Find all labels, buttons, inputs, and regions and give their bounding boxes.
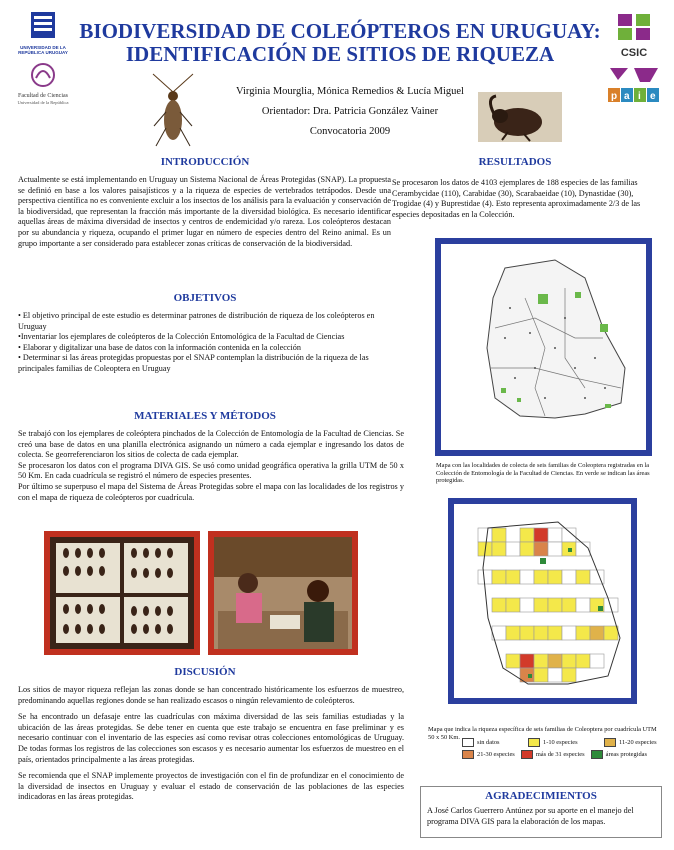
udelar-logo <box>14 10 72 55</box>
ciencias-emblem-icon <box>14 62 72 88</box>
poster-title <box>70 20 610 66</box>
methods-paragraph-2: Se procesaron los datos con el programa DIVA GIS. Se usó como unidad geográfica operativa la grilla UTM de 50 x 50 Km. En cada cuadrícula se registró el número de especies presentes. <box>18 460 404 481</box>
svg-text:p: p <box>611 91 618 102</box>
objectives-list <box>18 311 391 375</box>
ciencias-logo <box>14 62 72 105</box>
ciencias-logo-line1: Facultad de Ciencias <box>18 93 68 99</box>
legend-label: áreas protegidas <box>605 751 647 758</box>
intro-text: Actualmente se está implementando en Uruguay un Sistema Nacional de Áreas Protegidas (SNAP). La propuesta se definió en base a los valores paisajísticos y a la riqueza de especies de vertebrados tetrápodos. Desde una perspectiva científica no es conveniente excluir a los insectos de los análisis para la evaluación y conservación de la biodiversidad, que representan la fracción más importante de la diversidad biológica. Es necesario identificar aquellas áreas de máxima diversidad de insectos y centros de endemicidad y/o rareza. Los coleópteros destacan por su abundancia y riqueza, ocupando el primer lugar en número de especies dentro del Reino animal. Es un grupo importante a ser considerado para establecer zonas críticas de conservación de la biodiversidad. <box>18 175 391 248</box>
legend-label: sin datos <box>477 739 500 746</box>
legend-item <box>462 750 515 759</box>
researchers-photo <box>208 531 358 655</box>
csic-emblem-icon <box>612 12 656 42</box>
paie-logo <box>606 66 662 111</box>
methods-paragraph-1: Se trabajó con los ejemplares de coleóptera pinchados de la Colección de Entomología de la Facultad de Ciencias. Se creó una base de datos en una planilla electrónica asignando un número a cada ejemplar e ingresando los datos de colecta. Se georreferenciaron los sitios de colecta de cada ejemplar. <box>18 429 404 460</box>
svg-text:e: e <box>650 91 656 102</box>
paie-emblem-icon <box>606 66 662 106</box>
objectives-heading: OBJETIVOS <box>173 292 237 304</box>
results-heading: RESULTADOS <box>478 156 552 168</box>
svg-text:a: a <box>624 91 630 102</box>
ciencias-logo-line2: Universidad de la República <box>17 100 69 105</box>
legend-item <box>604 738 657 747</box>
discussion-paragraph-2: Se ha encontrado un defasaje entre las cuadrículas con máxima diversidad de las seis familias estudiadas y la ubicación de las áreas protegidas. Se debe tener en cuenta que este trabajo se encuentra en fase preliminar y es necesario continuar con el inventario de las especies así como revisar otras colecciones entomológicas de Uruguay. De todas formas los registros de las colecciones son escasos y es necesario aumentar los esfuerzos de muestreo en el país, orientados principalmente a las áreas protegidas. <box>18 712 404 764</box>
legend-item <box>462 738 518 747</box>
legend-label: 21-30 especies <box>477 751 515 758</box>
longhorn-beetle-image <box>148 72 198 152</box>
legend-label: 1-10 especies <box>543 739 578 746</box>
legend-item <box>521 750 585 759</box>
richness-map <box>448 498 637 704</box>
ack-text: A José Carlos Guerrero Antúnez por su aporte en el manejo del programa DIVA GIS para la elaboración de los mapas. <box>427 806 634 826</box>
authors-block <box>200 83 500 141</box>
discussion-paragraph-1: Los sitios de mayor riqueza reflejan las zonas donde se han concentrado históricamente los esfuerzos de muestreo, predominando aquellas regiones donde se han realizado escasos o ningún relevamiento de coleópteros. <box>18 685 404 705</box>
methods-paragraph-3: Por último se superpuso el mapa del Sistema de Áreas Protegidas sobre el mapa con las localidades de los registros y con el mapa de riqueza de coleópteros por cuadrícula. <box>18 481 404 502</box>
collection-drawer-photo <box>44 531 200 655</box>
results-text: Se procesaron los datos de 4103 ejemplares de 188 especies de las familias Cerambycidae (110), Carabidae (30), Scarabaeidae (10), Dynastidae (30), Trogidae (4) y Buprestidae (4). Esto representa aproximadamente 2/3 de las especies depositadas en la Colección. <box>392 178 641 219</box>
poster-title-line1: BIODIVERSIDAD DE COLEÓPTEROS EN URUGUAY: <box>79 19 601 43</box>
csic-logo-text: CSIC <box>620 47 648 59</box>
legend-label: 11-20 especies <box>619 739 657 746</box>
legend-item <box>591 750 647 759</box>
methods-heading: MATERIALES Y MÉTODOS <box>134 410 276 422</box>
udelar-emblem-icon <box>14 10 72 40</box>
csic-logo <box>612 12 656 59</box>
svg-text:i: i <box>638 91 641 102</box>
discussion-text <box>18 685 404 803</box>
advisor: Orientador: Dra. Patricia González Vainer <box>261 106 439 117</box>
acknowledgements-box <box>420 786 662 838</box>
legend-label: más de 31 especies <box>535 751 585 758</box>
map2-caption: Mapa que indica la riqueza específica de seis familias de Coleoptera por cuadrícula UTM 50 x 50 Km. <box>428 726 657 741</box>
objective-item: •Inventariar los ejemplares de coleópteros de la Colección Entomológica de la Facultad de Ciencias <box>18 332 345 342</box>
objective-item: • Determinar si las áreas protegidas propuestas por el SNAP contemplan la distribución de la riqueza de las principales familias de Coleoptera en Uruguay <box>18 353 369 373</box>
call-year: Convocatoria 2009 <box>309 126 391 137</box>
authors: Virginia Mourglia, Mónica Remedios & Lucía Miguel <box>236 86 464 97</box>
legend-item <box>528 738 594 747</box>
map1-caption: Mapa con las localidades de colecta de seis familias de Coleoptera registradas en la Colección de Entomología de la Facultad de Ciencias. En verde se indican las áreas protegidas. <box>436 462 650 485</box>
ack-heading: AGRADECIMIENTOS <box>485 790 597 802</box>
methods-text <box>18 429 404 503</box>
objective-item: • El objetivo principal de este estudio es determinar patrones de distribución de riqueza de los coleópteros en Uruguay <box>18 311 375 331</box>
udelar-logo-text: UNIVERSIDAD DE LA REPÚBLICA URUGUAY <box>18 45 68 56</box>
discussion-heading: DISCUSIÓN <box>174 666 236 678</box>
poster-title-line2: IDENTIFICACIÓN DE SITIOS DE RIQUEZA <box>125 42 555 66</box>
intro-heading: INTRODUCCIÓN <box>160 156 250 168</box>
map-legend <box>462 738 672 759</box>
objective-item: • Elaborar y digitalizar una base de datos con la información contenida en la colección <box>18 342 301 352</box>
discussion-paragraph-3: Se recomienda que el SNAP implemente proyectos de investigación con el fin de profundizar en el conocimiento de la diversidad de insectos en Uruguay y evaluar el estado de conservación de las poblaciones de las especies indicadoras en las áreas protegidas. <box>18 771 404 802</box>
localities-map <box>435 238 652 456</box>
